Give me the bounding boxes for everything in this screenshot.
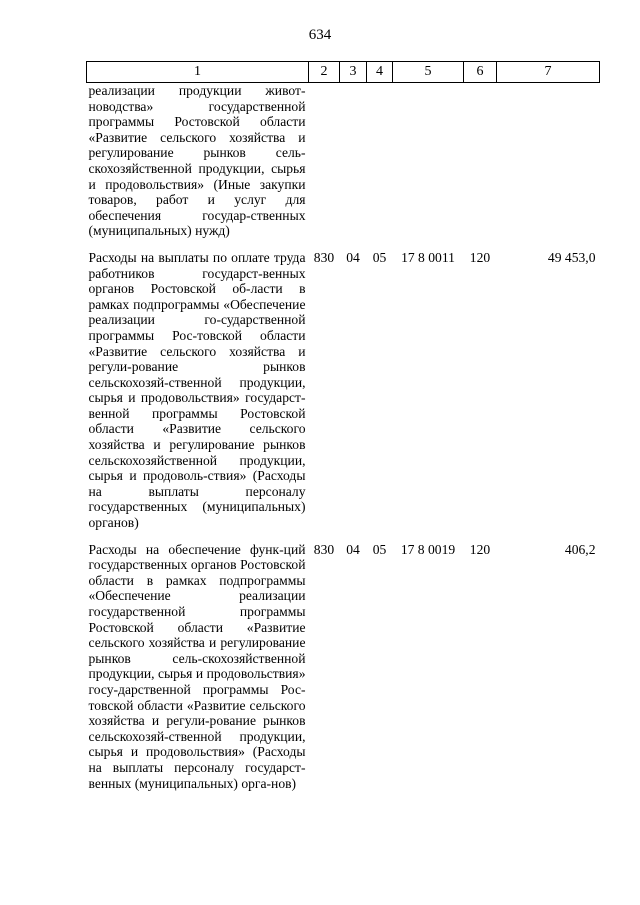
budget-table: [86, 61, 600, 791]
header-row: [87, 62, 600, 83]
expense-type-code: 120: [469, 249, 491, 265]
description-text: Расходы на обеспечение функ-ций государственных органов Ростовской области в рамках подпрограммы «Обеспечение реализации государственной программы Ростовской области «Развитие сельского хозяйства и регулирование рынков сель-скохозяйственной продукции, сырья и продовольствия» госу-дарственной программы Рос-товской области «Развитие сельского хозяйства и регули-рование рынков сельскохозяй-ственной продукции, сырья и продовольствия» (Расходы на выплаты персоналу государст-венных (муниципальных) орга-нов): [88, 541, 306, 791]
description-text: реализации продукции живот-новодства» государственной программы Ростовской области «Развитие сельского хозяйства и регулирование рынков сель-скохозяйственной продукции, сырья и продовольствия» (Иные закупки товаров, работ и услуг для обеспечения государ-ственных (муниципальных) нужд): [88, 83, 306, 239]
target-article-code: 17 8 0011: [401, 249, 455, 265]
table-row: [87, 239, 600, 531]
ministry-code: 830: [313, 249, 335, 265]
column-header-2: 2: [309, 62, 340, 83]
description-text: Расходы на выплаты по оплате труда работников государст-венных органов Ростовской об-ласти в рамках подпрограммы «Обеспечение реализации го-сударственной программы Рос-товской области «Развитие сельского хозяйства и регули-рование рынков сельскохозяй-ственной продукции, сырья и продовольствия» государст-венной программы Ростовской области «Развитие сельского хозяйства и регулирование рынков сельскохозяйственной продукции, сырья и продоволь-ствия» (Расходы на выплаты персоналу государственных (муниципальных) органов): [88, 249, 306, 531]
column-header-5: 5: [393, 62, 464, 83]
page-number: 634: [308, 27, 332, 43]
table-row: [87, 83, 600, 239]
column-header-6: 6: [464, 62, 497, 83]
table-row: [87, 531, 600, 792]
column-header-7: 7: [497, 62, 600, 83]
amount: 49 453,0: [547, 249, 596, 265]
amount: 406,2: [564, 541, 596, 557]
target-article-code: 17 8 0019: [400, 541, 456, 557]
expense-type-code: [464, 83, 497, 239]
column-header-1: 1: [87, 62, 309, 83]
subsection-code: 05: [372, 541, 387, 557]
subsection-code: 05: [372, 249, 387, 265]
section-code: 04: [346, 249, 360, 265]
expense-type-code: 120: [469, 541, 491, 557]
section-code: 04: [346, 541, 360, 557]
subsection-code: [367, 83, 393, 239]
row-description: [87, 239, 309, 531]
target-article-code: [393, 83, 464, 239]
amount: [497, 83, 600, 239]
column-header-4: 4: [367, 62, 393, 83]
section-code: [340, 83, 367, 239]
column-header-3: 3: [340, 62, 367, 83]
ministry-code: 830: [313, 541, 335, 557]
row-description: [87, 531, 309, 792]
ministry-code: [309, 83, 340, 239]
row-description: [87, 83, 309, 239]
